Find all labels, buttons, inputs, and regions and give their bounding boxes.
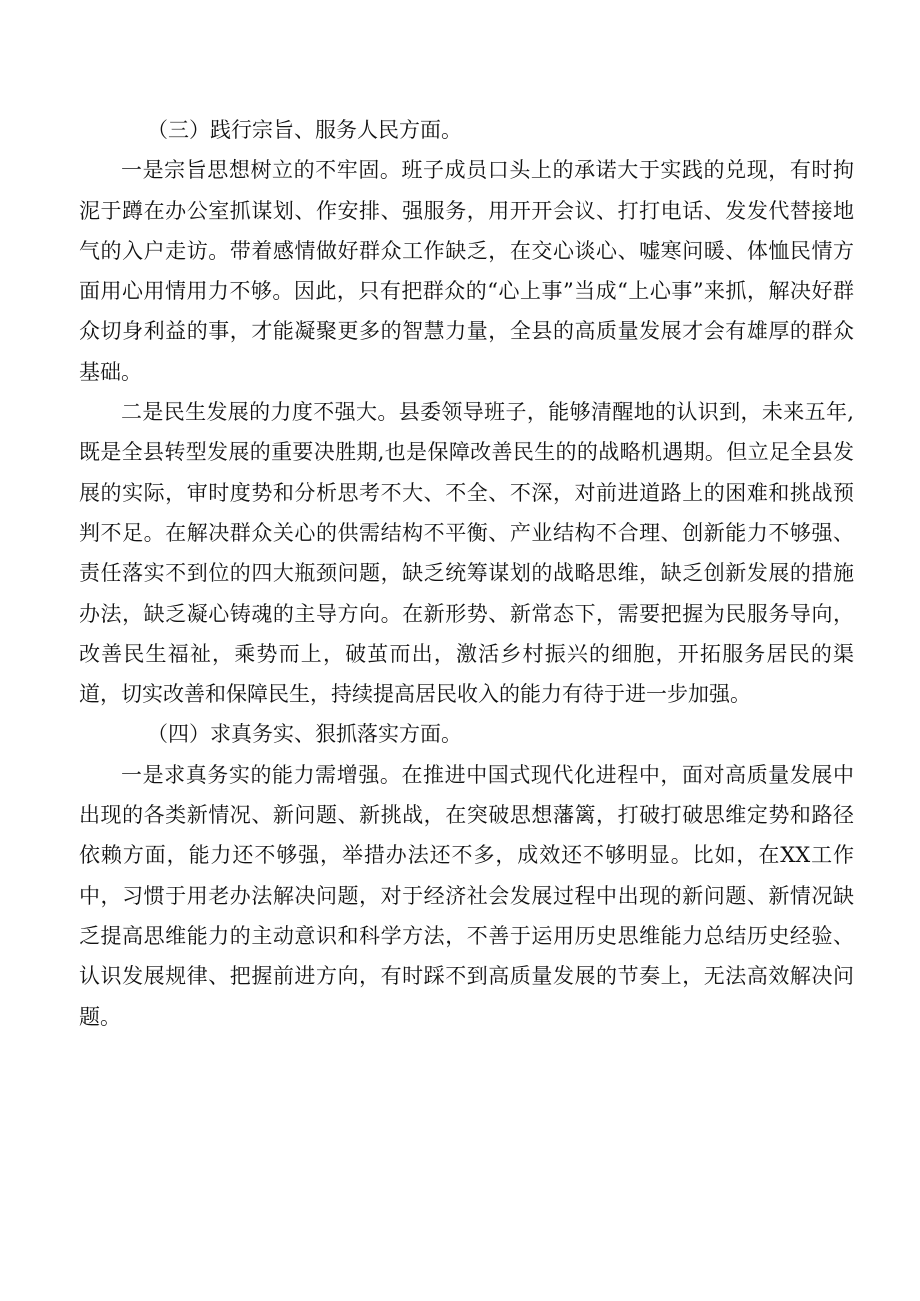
paragraph-3-2: 二是民生发展的力度不强大。县委领导班子，能够清醒地的认识到，未来五年,既是全县转型发展的重要决胜期,也是保障改善民生的的战略机遇期。但立足全县发展的实际，审时度势和分析思考不大、不全、不深，对前进道路上的困难和挑战预判不足。在解决群众关心的供需结构不平衡、产业结构不合理、创新能力不够强、责任落实不到位的四大瓶颈问题，缺乏统筹谋划的战略思维，缺乏创新发展的措施办法，缺乏凝心铸魂的主导方向。在新形势、新常态下，需要把握为民服务导向，改善民生福祉，乘势而上，破茧而出，激活乡村振兴的细胞，开拓服务居民的渠道，切实改善和保障民生，持续提高居民收入的能力有待于进一步加强。 — [79, 400, 854, 707]
section-heading-4: （四）求真务实、狠抓落实方面。 — [147, 722, 462, 747]
section-heading-3: （三）践行宗旨、服务人民方面。 — [147, 118, 462, 142]
paragraph-3-1: 一是宗旨思想树立的不牢固。班子成员口头上的承诺大于实践的兑现，有时拘泥于蹲在办公室抓谋划、作安排、强服务，用开开会议、打打电话、发发代替接地气的入户走访。带着感情做好群众工作缺乏，在交心谈心、嘘寒问暖、体恤民情方面用心用情用力不够。因此，只有把群众的“心上事”当成“上心事”来抓，解决好群众切身利益的事，才能凝聚更多的智慧力量，全县的高质量发展才会有雄厚的群众基础。 — [79, 158, 854, 384]
document-body — [79, 110, 854, 1037]
paragraph-4-1: 一是求真务实的能力需增强。在推进中国式现代化进程中，面对高质量发展中出现的各类新情况、新问题、新挑战，在突破思想藩篱，打破打破思维定势和路径依赖方面，能力还不够强，举措办法还不多，成效还不够明显。比如，在XX工作中，习惯于用老办法解决问题，对于经济社会发展过程中出现的新问题、新情况缺乏提高思维能力的主动意识和科学方法，不善于运用历史思维能力总结历史经验、认识发展规律、把握前进方向，有时踩不到高质量发展的节奏上，无法高效解决问题。 — [79, 762, 854, 1029]
